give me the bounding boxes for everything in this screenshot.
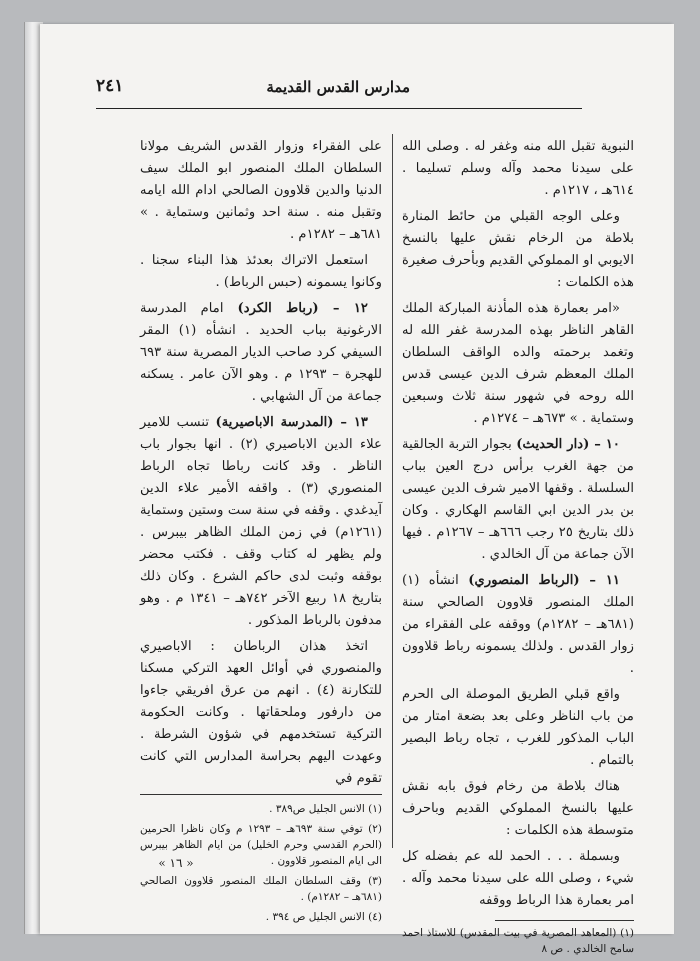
entry-heading: ١٣ – (المدرسة الاباصيرية) <box>215 415 368 430</box>
inscription-quote: وبسملة . . . الحمد لله عم بفضله كل شيء ، وصلى الله على سيدنا محمد وآله . امر بعمارة هذا الرباط ووقفه <box>402 849 634 908</box>
column-divider <box>392 134 393 848</box>
header-rule <box>96 108 582 109</box>
paragraph: هناك بلاطة من رخام فوق بابه نقش عليها بالنسخ المملوكي القديم وباحرف متوسطة هذه الكلمات : <box>402 779 634 838</box>
entry-text: امام المدرسة الارغونية بباب الحديد . انشأه (١) المقر السيفي كرد صاحب الديار المصرية سنة ٦٩٣ للهجرة – ١٢٩٣ م . وهو الآن عامر . يسكنه جماعة من آل الشهابي . <box>140 301 382 404</box>
entry-text: بجوار التربة الجالقية من جهة الغرب برأس درج العين بباب السلسلة . وقفها الامير شرف الدين عيسى بن بدر الدين ابي القاسم الهكاري . وكان ذلك بتاريخ ٢٥ رجب ٦٦٦هـ – ١٢٦٧م . فيها الآن جماعة من آل الخالدي . <box>402 437 635 562</box>
inscription-quote: «امر بعمارة هذه المأذنة المباركة الملك القاهر الناظر بهذه المدرسة غفر الله له وتغمد برحمته والده الواقف السلطان الملك المعظم شرف الدين عيسى قدس الله روحه في شهور سنة ثلاث وسبعين وستماية . » ٦٧٣هـ – ١٢٧٤م . <box>402 301 634 426</box>
entry-heading: ١١ – (الرباط المنصوري) <box>468 573 620 588</box>
running-header <box>96 76 582 102</box>
paragraph: اتخذ هذان الرباطان : الاباصيري والمنصوري في أوائل العهد التركي مسكنا للتكارنة (٤) . انهم من عرق افريقي جاءوا من دارفور وملحقاتها . وكانت الحكومة التركية تستخدمهم في شؤون الشرطة . وعهدت اليهم بحراسة المدارس التي كانت تقوم في <box>140 639 382 786</box>
header-page-number: ٢٤١ <box>96 76 124 96</box>
paragraph: واقع قبلي الطريق الموصلة الى الحرم من باب الناظر وعلى بعد بضعة امتار من الباب المذكور للغرب ، تجاه رباط البصير بالتمام . <box>402 687 634 768</box>
footnote-rule <box>495 920 634 921</box>
paragraph: على الفقراء وزوار القدس الشريف مولانا السلطان الملك المنصور ابو الملك سيف الدنيا والدين قلاوون الصالحي ادام الله ايامه وتقبل منه . سنة احد وثمانين وستماية . » ٦٨١هـ – ١٢٨٢م . <box>140 139 382 242</box>
paragraph: وعلى الوجه القبلي من حائط المنارة بلاطة من الرخام نقش عليها بالنسخ الايوبي او المملوكي القديم وبأحرف صغيرة هذه الكلمات : <box>402 209 634 290</box>
footnote: (٣) وقف السلطان الملك المنصور قلاوون الصالحي (٦٨١هـ – ١٢٨٢م) . <box>140 875 382 903</box>
footnote: (٤) الانس الجليل ص ٣٩٤ . <box>265 911 382 923</box>
footnote: (١) الانس الجليل ص٣٨٩ . <box>269 803 382 815</box>
paragraph: استعمل الاتراك بعدئذ هذا البناء سجنا . وكانوا يسمونه (حبس الرباط) . <box>140 253 382 290</box>
entry-paragraph <box>402 570 634 680</box>
footnote: (١) (المعاهد المصرية في بيت المقدس) للاستاذ احمد سامح الخالدي . ص ٨ <box>402 927 634 955</box>
header-title: مدارس القدس القديمة <box>266 78 410 96</box>
footer-page-label: « ١٦ » <box>158 856 194 870</box>
footnote-rule <box>140 794 382 795</box>
left-column <box>140 136 382 929</box>
entry-paragraph <box>402 434 634 566</box>
entry-paragraph <box>140 298 382 408</box>
entry-paragraph <box>140 412 382 632</box>
paragraph: النبوية تقبل الله منه وغفر له . وصلى الله على سيدنا محمد وآله وسلم تسليما . ٦١٤هـ ، ١٢١٧م . <box>402 139 634 198</box>
footnote: (٢) توفي سنة ٦٩٣هـ – ١٢٩٣ م وكان ناظرا الحرمين (الحرم القدسي وحرم الخليل) من ايام الظاهر بيبرس الى ايام المنصور قلاوون . <box>140 823 382 867</box>
entry-heading: ١٠ – (دار الحديث) <box>516 437 620 452</box>
right-column <box>402 136 634 961</box>
entry-heading: ١٢ – (رباط الكرد) <box>237 301 369 316</box>
entry-text: تنسب للامير علاء الدين الاباصيري (٢) . انها بجوار باب الناظر . وقد كانت رباطا تجاه الرباط المنصوري (٣) . واقفه الأمير علاء الدين آيدغدي . وقفه في سنة ست وستين وستماية (١٢٦١م) في زمن الملك الظاهر بيبرس . ولم يظهر له كتاب وقف . فكتب محضر بوقفه وثبت لدى حاكم الشرع . وكان ذلك بتاريخ ١٨ ربيع الآخر ٧٤٢هـ – ١٣٤١ م . وهو مدفون بالرباط المذكور . <box>140 415 382 628</box>
entry-text: انشأه (١) الملك المنصور قلاوون الصالحي سنة (٦٨١هـ – ١٢٨٢م) ووقفه على الفقراء من زوار القدس . ولذلك يسمونه رباط قلاوون . <box>402 573 635 676</box>
